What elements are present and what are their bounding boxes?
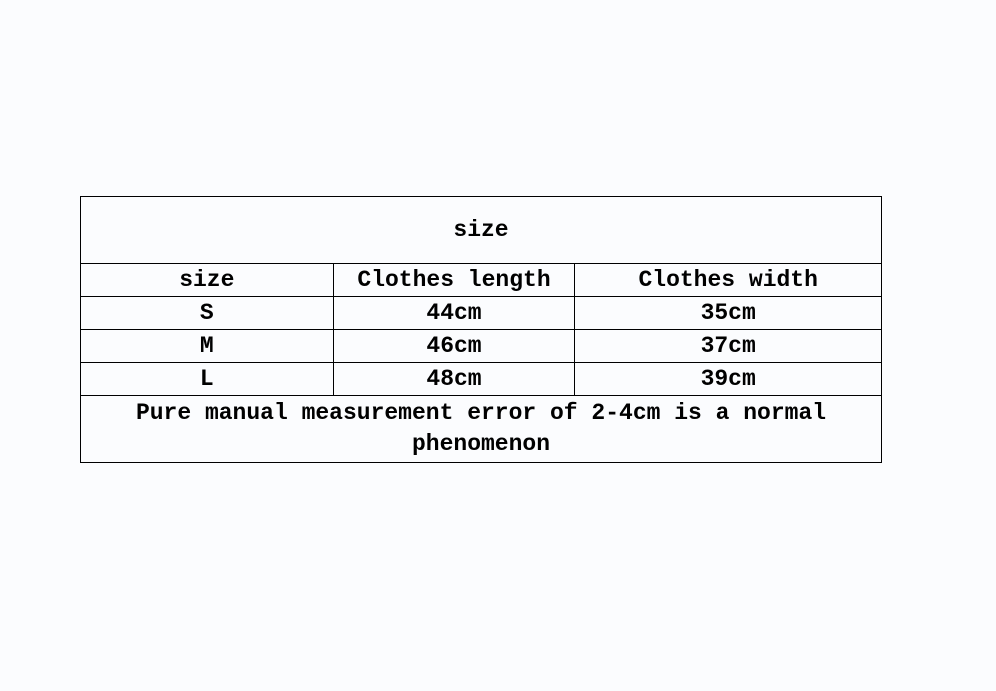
column-header-clothes-length: Clothes length (333, 264, 575, 297)
column-header-size: size (81, 264, 334, 297)
size-table (80, 196, 882, 463)
size-cell: S (81, 297, 334, 330)
width-cell: 39cm (575, 363, 882, 396)
table-row (81, 330, 882, 363)
measurement-note: Pure manual measurement error of 2-4cm is a normal phenomenon (81, 396, 882, 463)
width-cell: 35cm (575, 297, 882, 330)
table-row (81, 363, 882, 396)
length-cell: 48cm (333, 363, 575, 396)
length-cell: 46cm (333, 330, 575, 363)
size-cell: L (81, 363, 334, 396)
header-row (81, 264, 882, 297)
title-row (81, 197, 882, 264)
width-cell: 37cm (575, 330, 882, 363)
length-cell: 44cm (333, 297, 575, 330)
table-row (81, 297, 882, 330)
note-row (81, 396, 882, 463)
size-cell: M (81, 330, 334, 363)
table-title: size (81, 197, 882, 264)
column-header-clothes-width: Clothes width (575, 264, 882, 297)
